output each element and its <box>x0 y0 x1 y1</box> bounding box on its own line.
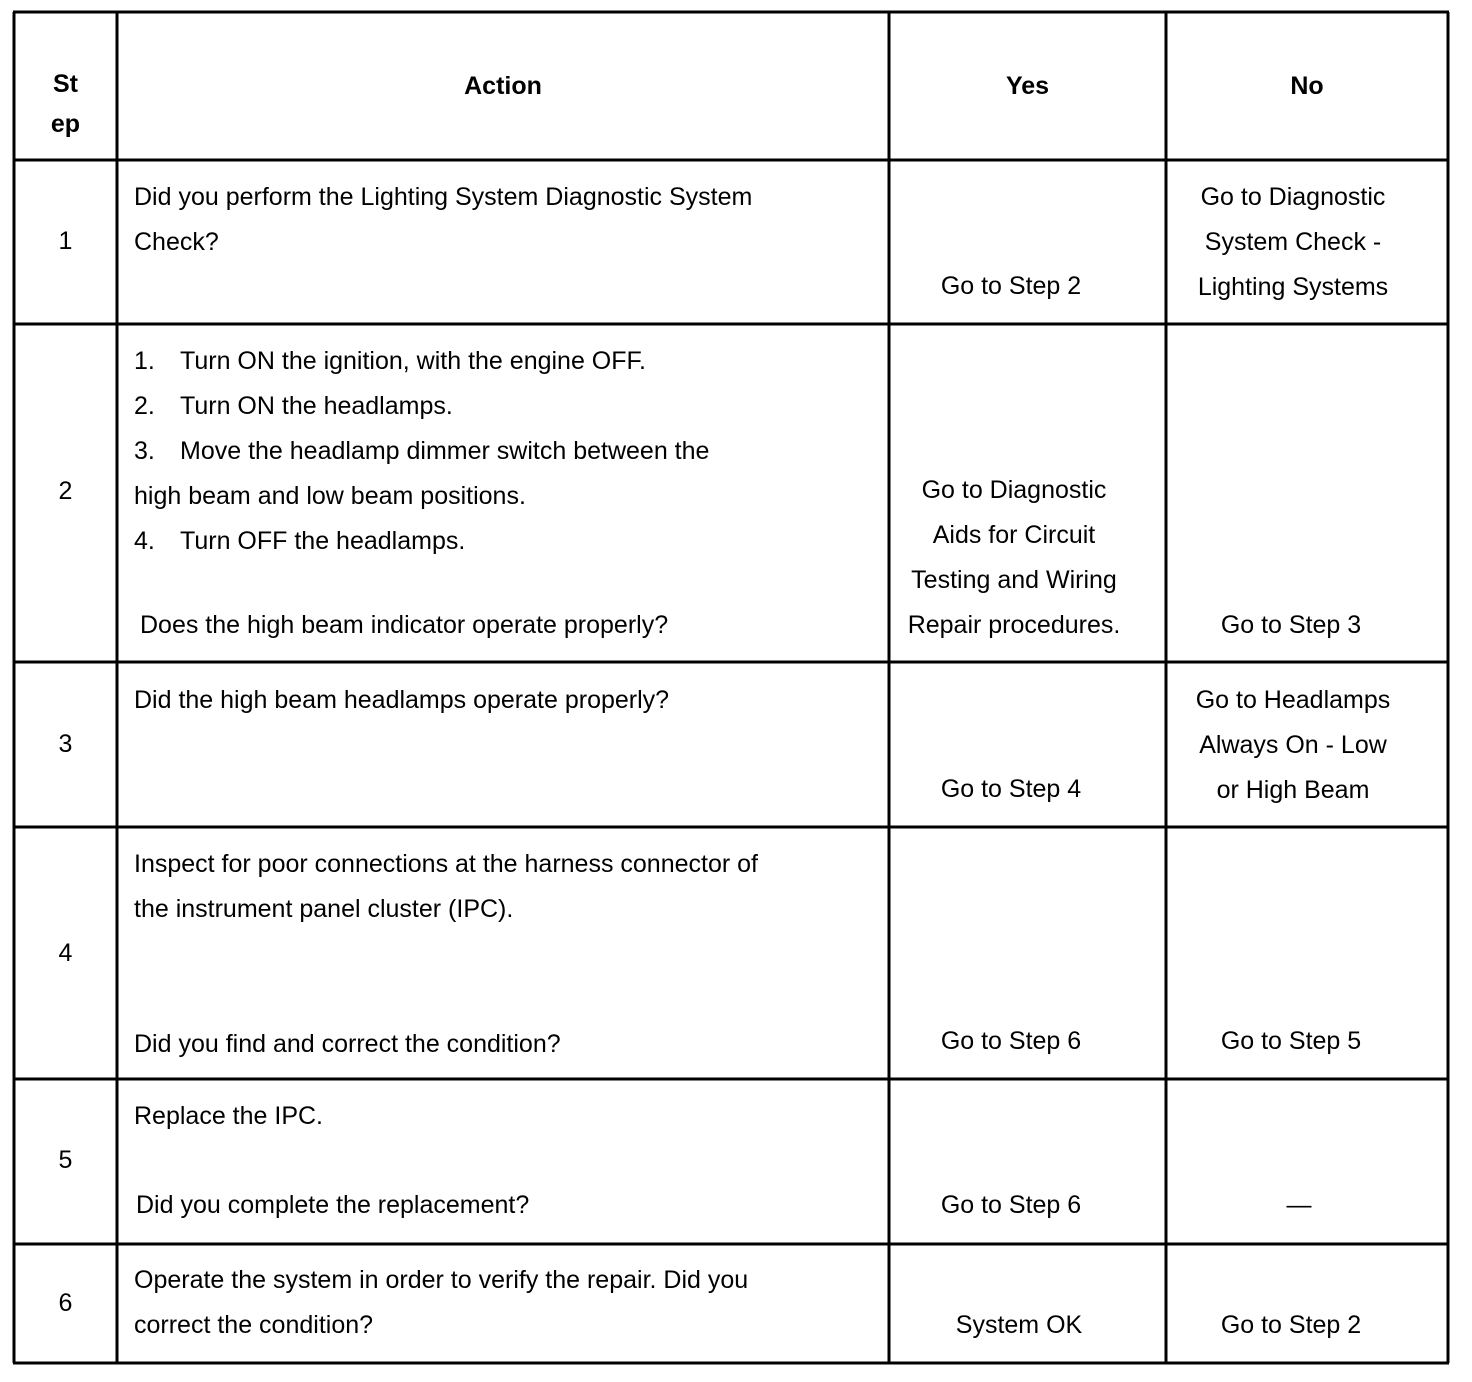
list-item: 3. Move the headlamp dimmer switch between the <box>134 437 710 465</box>
step-4-yes: Go to Step 6 <box>940 1027 1082 1055</box>
step-1-number: 1 <box>58 227 73 255</box>
header-no: No <box>1290 72 1324 100</box>
step-4-no: Go to Step 5 <box>1220 1027 1362 1055</box>
step-3-action: Did the high beam headlamps operate properly? <box>134 686 670 714</box>
step-5-yes: Go to Step 6 <box>940 1191 1082 1219</box>
step-6-action: Operate the system in order to verify the repair. Did you correct the condition? <box>134 1266 749 1339</box>
step-4-question: Did you find and correct the condition? <box>134 1030 561 1058</box>
list-item: 4. Turn OFF the headlamps. <box>134 527 466 555</box>
step-3-yes: Go to Step 4 <box>940 775 1082 803</box>
step-1-action: Did you perform the Lighting System Diagnostic System Check? <box>134 183 753 256</box>
header-yes: Yes <box>1005 72 1050 100</box>
step-1-no: Go to Diagnostic System Check - Lighting Systems <box>1197 183 1389 301</box>
step-2-number: 2 <box>58 477 73 505</box>
list-item: 1. Turn ON the ignition, with the engine OFF. <box>134 347 646 375</box>
step-2-action: 1. Turn ON the ignition, with the engine OFF. 2. Turn ON the headlamps. 3. Move the headlamp dimmer switch between the high beam and low beam positions. 4. Turn OFF the headlamps. <box>134 339 709 564</box>
step-5-action: Replace the IPC. <box>134 1102 323 1130</box>
header-step: St ep <box>50 70 81 138</box>
step-6-number: 6 <box>58 1289 73 1317</box>
step-2-question: Does the high beam indicator operate properly? <box>140 611 669 639</box>
step-5-no: — <box>1286 1191 1312 1219</box>
step-5-number: 5 <box>58 1146 73 1174</box>
step-5-question: Did you complete the replacement? <box>136 1191 530 1219</box>
step-1-yes: Go to Step 2 <box>940 272 1082 300</box>
list-item: 2. Turn ON the headlamps. <box>134 392 453 420</box>
step-4-number: 4 <box>58 939 73 967</box>
step-3-no: Go to Headlamps Always On - Low or High Beam <box>1195 686 1391 804</box>
header-action: Action <box>464 72 542 100</box>
step-2-no: Go to Step 3 <box>1220 611 1362 639</box>
step-4-action: Inspect for poor connections at the harness connector of the instrument panel cluster (IPC). <box>134 850 758 923</box>
step-6-yes: System OK <box>955 1311 1083 1339</box>
step-2-yes: Go to Diagnostic Aids for Circuit Testing and Wiring Repair procedures. <box>907 476 1121 639</box>
step-3-number: 3 <box>58 730 73 758</box>
step-6-no: Go to Step 2 <box>1220 1311 1362 1339</box>
